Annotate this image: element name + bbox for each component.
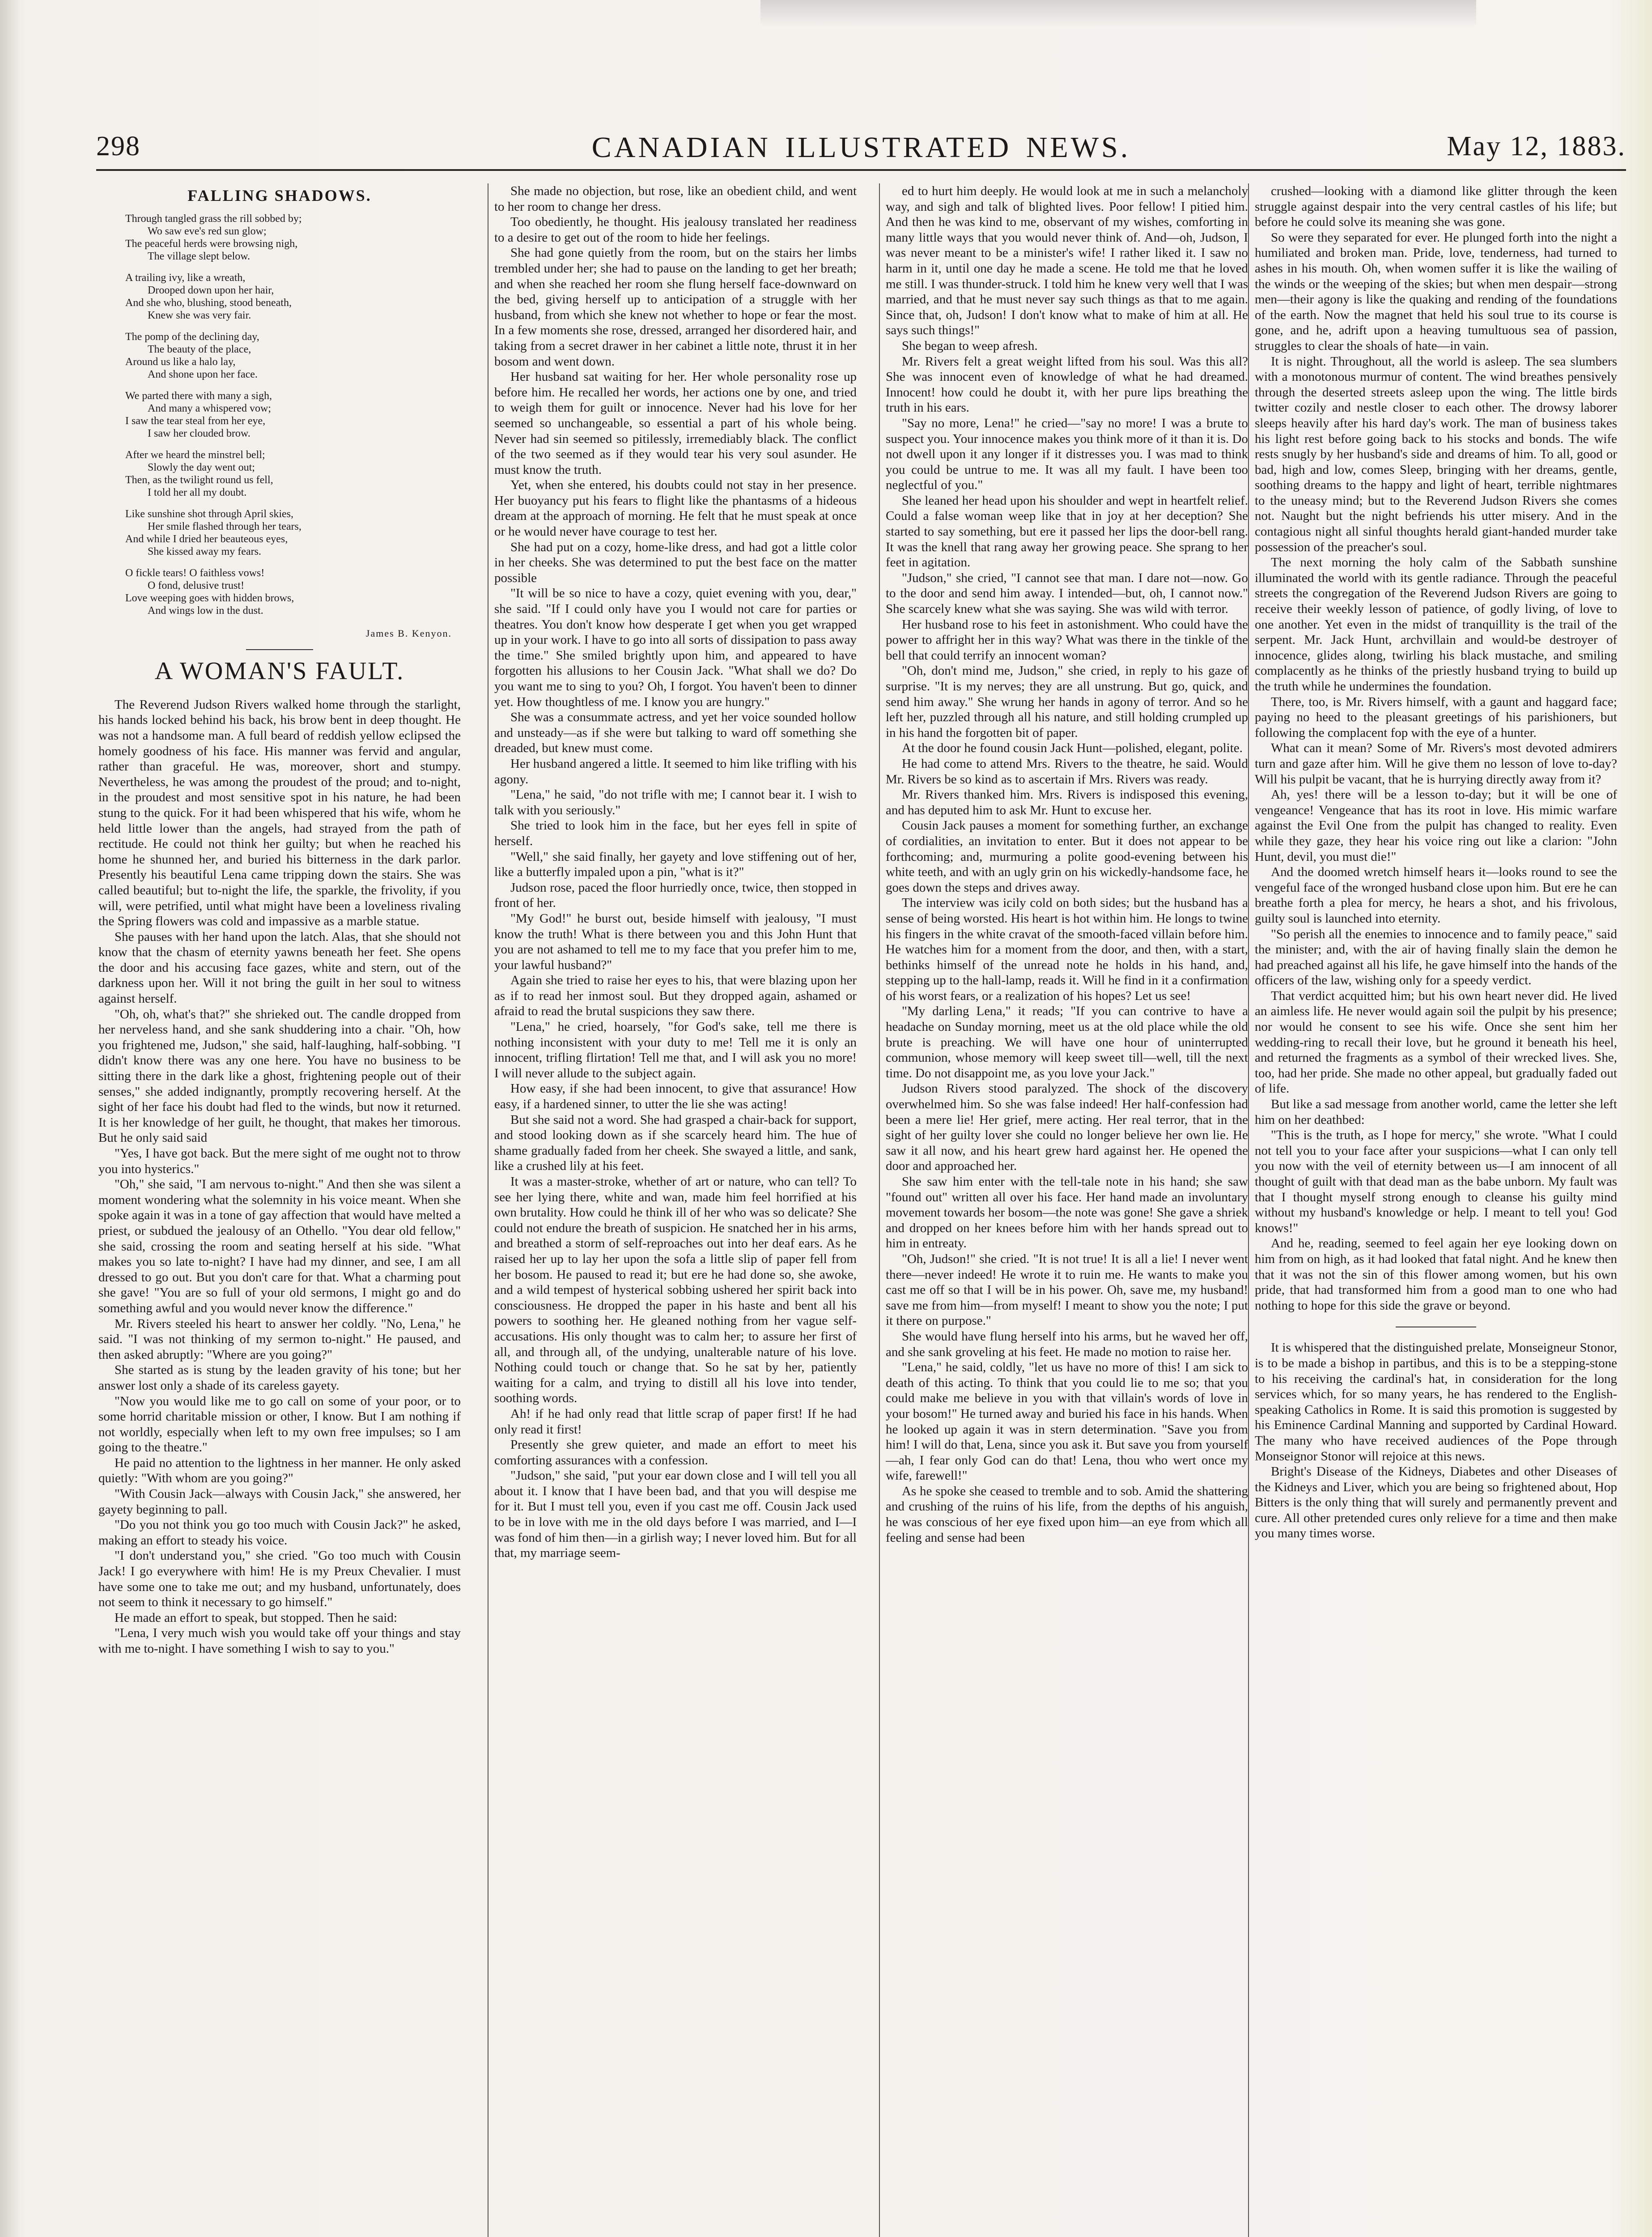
story-paragraph: "With Cousin Jack—always with Cousin Jack," she answered, her gayety beginning to pall. — [98, 1487, 461, 1517]
poem-line: A trailing ivy, like a wreath, — [125, 272, 246, 284]
story-paragraph: Her husband rose to his feet in astonishment. Who could have the power to affright her in this way? What was there in the tinkle of the bell that could terrify an innocent woman? — [886, 617, 1248, 663]
story-paragraph: At the door he found cousin Jack Hunt—polished, elegant, polite. — [902, 741, 1243, 756]
poem-line: Around us like a halo lay, — [125, 356, 236, 368]
story-paragraph: He paid no attention to the lightness in her manner. He only asked quietly: "With whom are you going?" — [98, 1455, 461, 1486]
story-paragraph: Judson rose, paced the floor hurriedly once, twice, then stopped in front of her. — [494, 880, 857, 910]
story-paragraph: "My darling Lena," it reads; "If you can contrive to have a headache on Sunday morning, meet us at the old place while the old brute is preaching. We will have one hour of uninterrupted communion, whose memory will keep sweet till—well, till the next time. Do not disappoint me, as you love your Jack." — [886, 1004, 1248, 1080]
poem-line: The pomp of the declining day, — [125, 331, 259, 343]
poem-stanza — [98, 449, 461, 499]
poem-line: And many a whispered vow; — [148, 402, 271, 414]
story-paragraph: But she said not a word. She had grasped a chair-back for support, and stood looking down as if she scarcely heard him. The hue of shame gradually faded from her cheek. She swayed a little, and sank, like a crushed lily at his feet. — [494, 1112, 857, 1174]
story-paragraph: And he, reading, seemed to feel again her eye looking down on him from on high, as it had looked that fatal night. And he knew then that it was not the sin of this flower among women, but his own pride, that had transformed him from a good man to one who had nothing to hope for this side the grave or beyond. — [1255, 1236, 1617, 1313]
story-paragraph: "This is the truth, as I hope for mercy," she wrote. "What I could not tell you to your face after your suspicions—what I can only tell you now with the veil of eternity between us—I am innocent of all thought of guilt with that dead man as the babe unborn. My fault was that I thought myself strong enough to cleanse his guilty mind without my husband's knowledge or help. I meant to tell you! God knows!" — [1255, 1128, 1617, 1235]
story-paragraph: Ah! if he had only read that little scrap of paper first! If he had only read it first! — [494, 1406, 857, 1437]
story-paragraph: "Do you not think you go too much with Cousin Jack?" he asked, making an effort to steady his voice. — [98, 1518, 461, 1548]
poem-line: Her smile flashed through her tears, — [148, 520, 302, 532]
story-paragraph: The Reverend Judson Rivers walked home through the starlight, his hands locked behind his back, his brow bent in deep thought. He was not a handsome man. A full beard of reddish yellow eclipsed the homely goodness of his face. His manner was fervid and angular, rather than graceful. He was, moreover, short and stumpy. Nevertheless, he was among the proudest of the proud; and to-night, in the proudest and most sensitive spot in his nature, he had been stung to the quick. For it had been whispered that his wife, whom he held little lower than the angels, had strayed from the path of rectitude. He could not think her guilty; but when he reached his home he shunned her, and buried his bitterness in the dark parlor. Presently his beautiful Lena came tripping down the stairs. She was called beautiful; but to-night the life, the sparkle, the frivolity, if you will, were petrified, until what might have been a loveliness rivaling the Spring flowers was cold and impassive as a marble statue. — [98, 697, 461, 929]
story-paragraph: But like a sad message from another world, came the letter she left him on her deathbed: — [1255, 1097, 1617, 1127]
poem-line: She kissed away my fears. — [148, 545, 261, 557]
poem-line: I saw the tear steal from her eye, — [125, 415, 266, 427]
section-rule — [246, 649, 313, 650]
story-body-col2 — [494, 183, 857, 1561]
poem-line: And shone upon her face. — [148, 368, 258, 380]
poem-line: The peaceful herds were browsing nigh, — [125, 238, 298, 250]
story-paragraph: Ah, yes! there will be a lesson to-day; but it will be one of vengeance! Vengeance that has its root in love. His mimic warfare against the Evil One from the pulpit has changed to reality. Even while they gaze, they hear his voice ring out like a clarion: "John Hunt, devil, you must die!" — [1255, 787, 1617, 864]
story-paragraph: "So perish all the enemies to innocence and to family peace," said the minister; and, with the air of having finally slain the demon he had preached against all his life, he gave himself into the hands of the officers of the law, wishing only for a speedy verdict. — [1255, 927, 1617, 988]
story-body-col3 — [886, 183, 1248, 1545]
story-paragraph: "Oh, oh, what's that?" she shrieked out. The candle dropped from her nerveless hand, and she sank shuddering into a chair. "Oh, how you frightened me, Judson," she said, half-laughing, half-sobbing. "I didn't know there was any one here. You have no business to be sitting there in the dark like a ghost, frightening people out of their senses," she added indignantly, promptly recovering herself. At the sight of her face his doubt had fled to the winds, but now it returned. It is her knowledge of her guilt, he thought, that makes her timorous. But he only said said — [98, 1007, 461, 1145]
poem-line: Slowly the day went out; — [148, 461, 255, 473]
story-paragraph: "Yes, I have got back. But the mere sight of me ought not to throw you into hysterics." — [98, 1146, 461, 1176]
paper-title: CANADIAN ILLUSTRATED NEWS. — [591, 131, 1131, 164]
story-paragraph: She had put on a cozy, home-like dress, and had got a little color in her cheeks. She was determined to put the best face on the matter possible — [494, 540, 857, 585]
story-paragraph: Her husband sat waiting for her. Her whole personality rose up before him. He recalled her words, her actions one by one, and tried to weigh them for guilt or innocence. Never had his love for her seemed so unchangeable, so essential a part of his whole being. Never had sin seemed so pitilessly, irremediably black. The conflict of the two seemed as if they would tear his very soul asunder. He must know the truth. — [494, 370, 857, 477]
story-paragraph: There, too, is Mr. Rivers himself, with a gaunt and haggard face; paying no heed to the pleasant greetings of his parishioners, but following the complacent fop with the eye of a hunter. — [1255, 694, 1617, 740]
story-paragraph: "It will be so nice to have a cozy, quiet evening with you, dear," she said. "If I could only have you I would not care for parties or theatres. You don't know how desperate I get when you get wrapped up in your work. I have to go into all sorts of dissipation to pass away the time." She smiled brightly upon him, and appeared to have forgotten his allusions to her Cousin Jack. "What shall we do? Do you want me to sing to you? Oh, I forgot. You haven't been to dinner yet. How thoughtless of me. I know you are hungry." — [494, 586, 857, 709]
poem-stanza — [98, 508, 461, 558]
binding-edge — [0, 0, 18, 2237]
poem-line: Through tangled grass the rill sobbed by; — [125, 213, 302, 225]
poem-title: FALLING SHADOWS. — [187, 187, 372, 204]
story-paragraph: She was a consummate actress, and yet her voice sounded hollow and unsteady—as if she were but talking to ward off something she dreaded, but knew must come. — [494, 710, 857, 756]
story-paragraph: "Oh, Judson!" she cried. "It is not true! It is all a lie! I never went there—never indeed! He wrote it to ruin me. He wants to make you cast me off so that I will be in his power. Oh, save me, my husband! save me from him—from myself! I meant to show you the note; I put it there on purpose." — [886, 1251, 1248, 1328]
story-paragraph: Mr. Rivers steeled his heart to answer her coldly. "No, Lena," he said. "I was not thinking of my sermon to-night." He paused, and then asked abruptly: "Where are you going?" — [98, 1316, 461, 1362]
story-paragraph: She leaned her head upon his shoulder and wept in heartfelt relief. Could a false woman weep like that in joy at her deception? She started to say something, but ere it passed her lips the door-bell rang. It was the knell that rang away her growing peace. She sprang to her feet in agitation. — [886, 493, 1248, 570]
poem-line: The beauty of the place, — [148, 343, 251, 355]
poem-line: O fond, delusive trust! — [148, 579, 244, 591]
story-paragraph: "Oh, don't mind me, Judson," she cried, in reply to his gaze of surprise. "It is my nerves; they are all unstrung. But go, quick, and send him away." She wrung her hands in agony of terror. And so he left her, puzzled through all his nature, and still holding crumpled up in his hand the forgotten bit of paper. — [886, 663, 1248, 740]
news-paragraph: Bright's Disease of the Kidneys, Diabetes and other Diseases of the Kidneys and Liver, which you are being so frightened about, Hop Bitters is the only thing that will surely and permanently prevent and cure. All other pretended cures only relieve for a time and then make you many times worse. — [1255, 1464, 1617, 1541]
story-paragraph: "Well," she said finally, her gayety and love stiffening out of her, like a butterfly impaled upon a pin, "what is it?" — [494, 849, 857, 880]
poem-line: I told her all my doubt. — [148, 486, 247, 498]
story-paragraph: "Judson," she cried, "I cannot see that man. I dare not—now. Go to the door and send him away. I intended—but, oh, I cannot now." She scarcely knew what she was saying. She was wild with terror. — [886, 570, 1248, 617]
story-paragraph: How easy, if she had been innocent, to give that assurance! How easy, if a hardened sinner, to utter the lie she was acting! — [494, 1081, 857, 1112]
story-paragraph: "Judson," she said, "put your ear down close and I will tell you all about it. I know that I have been bad, and that you will despise me for it. But I must tell you, even if you cast me off. Cousin Jack used to be in love with me in the old days before I was married, and I—I was fond of him then—in a girlish way; I never loved him. But for all that, my marriage seem- — [494, 1468, 857, 1561]
column-4 — [1255, 183, 1617, 2237]
story-paragraph: And the doomed wretch himself hears it—looks round to see the vengeful face of the wronged husband close upon him. But ere he can breathe forth a plea for mercy, he hears a shot, and his frivolous, guilty soul is launched into eternity. — [1255, 865, 1617, 926]
story-paragraph: "Lena, I very much wish you would take off your things and stay with me to-night. I have something I wish to say to you." — [98, 1626, 461, 1656]
story-paragraph: "Lena," he said, coldly, "let us have no more of this! I am sick to death of this acting. To think that you could lie to me so; that you could make me believe in you with that villain's words of love in your bosom!" He turned away and buried his face in his hands. When he looked up again it was in stern determination. "Save you from him! I will do that, Lena, since you ask it. But save you from yourself—ah, I fear only God can do that! Lena, thou who wert once my wife, farewell!" — [886, 1360, 1248, 1483]
issue-date: May 12, 1883. — [1447, 131, 1626, 162]
poem-line: And she who, blushing, stood beneath, — [125, 297, 292, 309]
poem-line: Then, as the twilight round us fell, — [125, 474, 273, 486]
poem-stanza — [98, 567, 461, 617]
story-paragraph: The next morning the holy calm of the Sabbath sunshine illuminated the world with its gentle radiance. Through the peaceful streets the congregation of the Reverend Judson Rivers are going to receive their weekly lesson of patience, of godly living, of love to one another. Yet even in the midst of tranquillity is the trail of the serpent. Mr. Jack Hunt, archvillain and would-be destroyer of innocence, glides along, twirling his black mustache, and smiling complacently as he thinks of the priestly husband trying to build up the truth while he undermines the foundation. — [1255, 555, 1617, 693]
poem-line: O fickle tears! O faithless vows! — [125, 567, 265, 579]
story-paragraph: She pauses with her hand upon the latch. Alas, that she should not know that the chasm of eternity yawns beneath her feet. She opens the door and his accusing face gazes, white and stern, out of the darkness upon her. Will it not bring the guilt in her soul to witness against herself. — [98, 929, 461, 1006]
story-paragraph: The interview was icily cold on both sides; but the husband has a sense of being worsted. His heart is hot within him. He longs to twine his fingers in the white cravat of the smooth-faced villain before him. He watches him for a moment from the door, and then, with a start, bethinks himself of the unread note he holds in his hand, and, stepping up to the hall-lamp, reads it. Will he find in it a confirmation of his worst fears, or a realization of his hopes? Let us see! — [886, 896, 1248, 1003]
story-paragraph: "Lena," he cried, hoarsely, "for God's sake, tell me there is nothing inconsistent with your duty to me! Tell me it is only an innocent, trifling flirtation! Tell me that, and I will ask you no more! I will never allude to the subject again. — [494, 1020, 857, 1080]
poem-line: Like sunshine shot through April skies, — [125, 508, 293, 520]
column-1 — [98, 183, 461, 2237]
news-items — [1255, 1340, 1617, 1541]
column-rule — [879, 183, 880, 2237]
story-paragraph: ed to hurt him deeply. He would look at me in such a melancholy way, and sigh and talk of blighted lives. Poor fellow! I pitied him. And then he was kind to me, observant of my wishes, comforting in many little ways that you would never think of. And—oh, Judson, I was never meant to be a minister's wife! I rather liked it. I saw no harm in it, until one day he made a scene. He told me that he loved me still. I was thunder-struck. I told him he knew very well that I was married, and that he must never say such things as that to me again. Since that, oh, Judson! I don't know what to make of him at all. He says such things!" — [886, 184, 1248, 338]
story-paragraph: Judson Rivers stood paralyzed. The shock of the discovery overwhelmed him. So she was false indeed! Her half-confession had been a mere lie! Her grief, mere acting. Her real terror, that in the sight of her guilty lover she could no longer believe her own lie. He saw it all now, and his heart grew hard against her. He opened the door and approached her. — [886, 1081, 1248, 1174]
story-paragraph: She began to weep afresh. — [902, 338, 1038, 353]
poem-line: After we heard the minstrel bell; — [125, 449, 265, 461]
story-paragraph: She tried to look him in the face, but her eyes fell in spite of herself. — [494, 818, 857, 848]
story-paragraph: "Now you would like me to go call on some of your poor, or to some horrid charitable mission or other, I know. But I am nothing if not worldly, especially when left to my own free impulses; so I am going to the theatre." — [98, 1394, 461, 1455]
story-body-col1 — [98, 697, 461, 1657]
story-paragraph: "Say no more, Lena!" he cried—"say no more! I was a brute to suspect you. Your innocence makes you think more of it than it is. Do not dwell upon it any longer if it distresses you. I was mad to think you could be untrue to me. It was all my fault. I have been too neglectful of you." — [886, 416, 1248, 493]
poem-line: Love weeping goes with hidden brows, — [125, 592, 294, 604]
story-paragraph: It is night. Throughout, all the world is asleep. The sea slumbers with a monotonous murmur of content. The wind breathes pensively through the deserted streets asleep upon the wing. The little birds twitter cozily and nestle closer to each other. The drowsy laborer sleeps heavily after his hard day's work. The man of business takes his light rest before going back to his stocks and bonds. The wife rests snugly by her husband's side and dreams of him. To all, good or bad, high and low, comes Sleep, bringing with her dreams, gentle, soothing dreams to the happy and light of heart, terrible nightmares to the uneasy mind; but to the Reverend Judson Rivers she comes not. Naught but the night befriends his utter misery. And in the contagious night all sinful thoughts herald giant-handed murder take possession of the preacher's soul. — [1255, 354, 1617, 554]
poem — [98, 213, 461, 617]
story-paragraph: So were they separated for ever. He plunged forth into the night a humiliated and broken man. Pride, love, tenderness, had turned to ashes in his mouth. Oh, when women suffer it is like the wailing of the winds or the weeping of the skies; but when men despair—strong men—their agony is like the quaking and rending of the foundations of the earth. Now the magnet that held his soul true to its course is gone, and he, adrift upon a heaving tumultuous sea of passion, struggles to clear the shoals of hate—in vain. — [1255, 230, 1617, 353]
poem-line: Wo saw eve's red sun glow; — [148, 225, 267, 237]
poem-stanza — [98, 390, 461, 440]
scan-smudge — [760, 0, 1476, 27]
story-paragraph: Mr. Rivers thanked him. Mrs. Rivers is indisposed this evening, and has deputed him to ask Mr. Hunt to excuse her. — [886, 787, 1248, 817]
story-paragraph: "Lena," he said, "do not trifle with me; I cannot bear it. I wish to talk with you seriously." — [494, 787, 857, 817]
story-body-col4 — [1255, 183, 1617, 1313]
header-rule — [96, 169, 1626, 171]
story-paragraph: Mr. Rivers felt a great weight lifted from his soul. Was this all? She was innocent even of knowledge of what he had dreamed. Innocent! how could he doubt it, with her pure lips breathing the truth in his ears. — [886, 354, 1248, 415]
story-paragraph: What can it mean? Some of Mr. Rivers's most devoted admirers turn and gaze after him. Will he give them no lesson of love to-day? Will his pulpit be vacant, that he is hurrying directly away from it? — [1255, 741, 1617, 787]
poem-line: And wings low in the dust. — [148, 604, 263, 617]
story-paragraph: That verdict acquitted him; but his own heart never did. He lived an aimless life. He never would again soil the pulpit by his presence; nor would he consent to see his wife. Once she sent him her wedding-ring to recall their love, but he ground it beneath his heel, and returned the fragments as a symbol of their wrecked lives. She, too, had her pride. She made no other appeal, but gradually faded out of life. — [1255, 988, 1617, 1096]
story-paragraph: He made an effort to speak, but stopped. Then he said: — [115, 1610, 397, 1625]
story-paragraph: Again she tried to raise her eyes to his, that were blazing upon her as if to read her inmost soul. But they dropped again, ashamed or afraid to read the brutal suspicions they saw there. — [494, 973, 857, 1019]
story-paragraph: She had gone quietly from the room, but on the stairs her limbs trembled under her; she had to pause on the landing to get her breath; and when she reached her room she flung herself face-downward on the bed, giving herself up to anticipation of a struggle with her husband, from which she knew not whether to hope or fear the most. In a few moments she rose, dressed, arranged her disordered hair, and taking from a secret drawer in her cabinet a little note, thrust it in her bosom and went down. — [494, 246, 857, 369]
poem-author: James B. Kenyon. — [365, 627, 452, 639]
poem-stanza — [98, 272, 461, 322]
story-paragraph: She started as is stung by the leaden gravity of his tone; but her answer lost only a shade of its careless gayety. — [98, 1363, 461, 1393]
poem-line: The village slept below. — [148, 250, 251, 262]
poem-line: Knew she was very fair. — [148, 309, 251, 321]
story-paragraph: Cousin Jack pauses a moment for something further, an exchange of cordialities, an invitation to enter. But it does not appear to be forthcoming; and, murmuring a polite good-evening between his white teeth, and with an ugly grin on his wickedly-handsome face, he goes down the steps and drives away. — [886, 818, 1248, 895]
poem-stanza — [98, 331, 461, 381]
story-paragraph: Her husband angered a little. It seemed to him like trifling with his agony. — [494, 756, 857, 787]
story-paragraph: He had come to attend Mrs. Rivers to the theatre, he said. Would Mr. Rivers be so kind as to ascertain if Mrs. Rivers was ready. — [886, 756, 1248, 787]
story-paragraph: As he spoke she ceased to tremble and to sob. Amid the shattering and crushing of the ruins of his life, from the depths of his anguish, he was conscious of her eye fixed upon him—an eye from which all feeling and sense had been — [886, 1484, 1248, 1545]
masthead — [96, 131, 1626, 166]
page-number: 298 — [96, 131, 140, 162]
poem-line: And while I dried her beauteous eyes, — [125, 533, 288, 545]
poem-line: Drooped down upon her hair, — [148, 284, 274, 296]
story-title: A WOMAN'S FAULT. — [154, 657, 405, 685]
column-rule — [1248, 183, 1249, 2237]
story-paragraph: "I don't understand you," she cried. "Go too much with Cousin Jack! I go everywhere with him! He is my Preux Chevalier. I must have some one to take me out; and my husband, unfortunately, does not seem to think it necessary to go himself." — [98, 1548, 461, 1610]
story-paragraph: It was a master-stroke, whether of art or nature, who can tell? To see her lying there, white and wan, made him feel horrified at his own brutality. How could he think ill of her who was so delicate? She could not endure the breath of suspicion. He snatched her in his arms, and breathed a storm of self-reproaches out into her deaf ears. As he raised her up to lay her upon the sofa a little slip of paper fell from her bosom. He paused to read it; but ere he had done so, she awoke, and a wild tempest of hysterical sobbing ushered her spirit back into consciousness. He dropped the paper in his haste and bent all his powers to soothing her. He gleaned nothing from her vague self-accusations. His only thought was to calm her; to assure her first of all, and through all, of the undying, unalterable nature of his love. Nothing could touch or change that. So he sat by her, patiently waiting for a calm, and trying to distill all his love into tender, soothing words. — [494, 1174, 857, 1406]
poem-stanza — [98, 213, 461, 263]
story-paragraph: She saw him enter with the tell-tale note in his hand; she saw "found out" written all over his face. Her hand made an involuntary movement towards her bosom—the note was gone! She gave a shriek and dropped on her knees before him with her hands spread out to him in entreaty. — [886, 1174, 1248, 1251]
story-paragraph: "Oh," she said, "I am nervous to-night." And then she was silent a moment wondering what the solemnity in his voice meant. When she spoke again it was in a tone of gay affection that would have melted a priest, or subdued the jealousy of an Othello. "You dear old fellow," she said, crossing the room and seating herself at his side. "What makes you so late to-night? I have had my dinner, and see, I am all dressed to go out. But you don't care for that. What a charming pout she gave! "You are so full of your old sermons, I might go and do something awful and you would never know the difference." — [98, 1177, 461, 1315]
news-paragraph: It is whispered that the distinguished prelate, Monseigneur Stonor, is to be made a bishop in partibus, and this is to be a stepping-stone to his receiving the cardinal's hat, in consideration for the long services which, for so many years, he has rendered to the English-speaking Catholics in Rome. It is said this promotion is suggested by his Eminence Cardinal Manning and supported by Cardinal Howard. The many who have received audiences of the Pope through Monseignor Stonor will rejoice at this news. — [1255, 1340, 1617, 1463]
column-2 — [494, 183, 857, 2237]
story-paragraph: She would have flung herself into his arms, but he waved her off, and she sank groveling at his feet. He made no motion to raise her. — [886, 1329, 1248, 1359]
story-paragraph: crushed—looking with a diamond like glitter through the keen struggle against despair into the very central castles of his life; but before he could solve its meaning she was gone. — [1255, 184, 1617, 230]
column-3 — [886, 183, 1248, 2237]
story-paragraph: Presently she grew quieter, and made an effort to meet his comforting assurances with a confession. — [494, 1437, 857, 1467]
story-paragraph: Yet, when she entered, his doubts could not stay in her presence. Her buoyancy put his fears to flight like the phantasms of a hideous dream at the approach of morning. He felt that he must speak at once or he would never have courage to test her. — [494, 478, 857, 539]
poem-line: We parted there with many a sigh, — [125, 390, 272, 402]
story-paragraph: "My God!" he burst out, beside himself with jealousy, "I must know the truth! What is there between you and this John Hunt that you are not ashamed to tell me to my face that you prefer him to me, your lawful husband?" — [494, 911, 857, 972]
story-paragraph: She made no objection, but rose, like an obedient child, and went to her room to change her dress. — [494, 184, 857, 214]
story-paragraph: Too obediently, he thought. His jealousy translated her readiness to a desire to get out of the room to hide her feelings. — [494, 215, 857, 245]
poem-line: I saw her clouded brow. — [148, 427, 251, 439]
